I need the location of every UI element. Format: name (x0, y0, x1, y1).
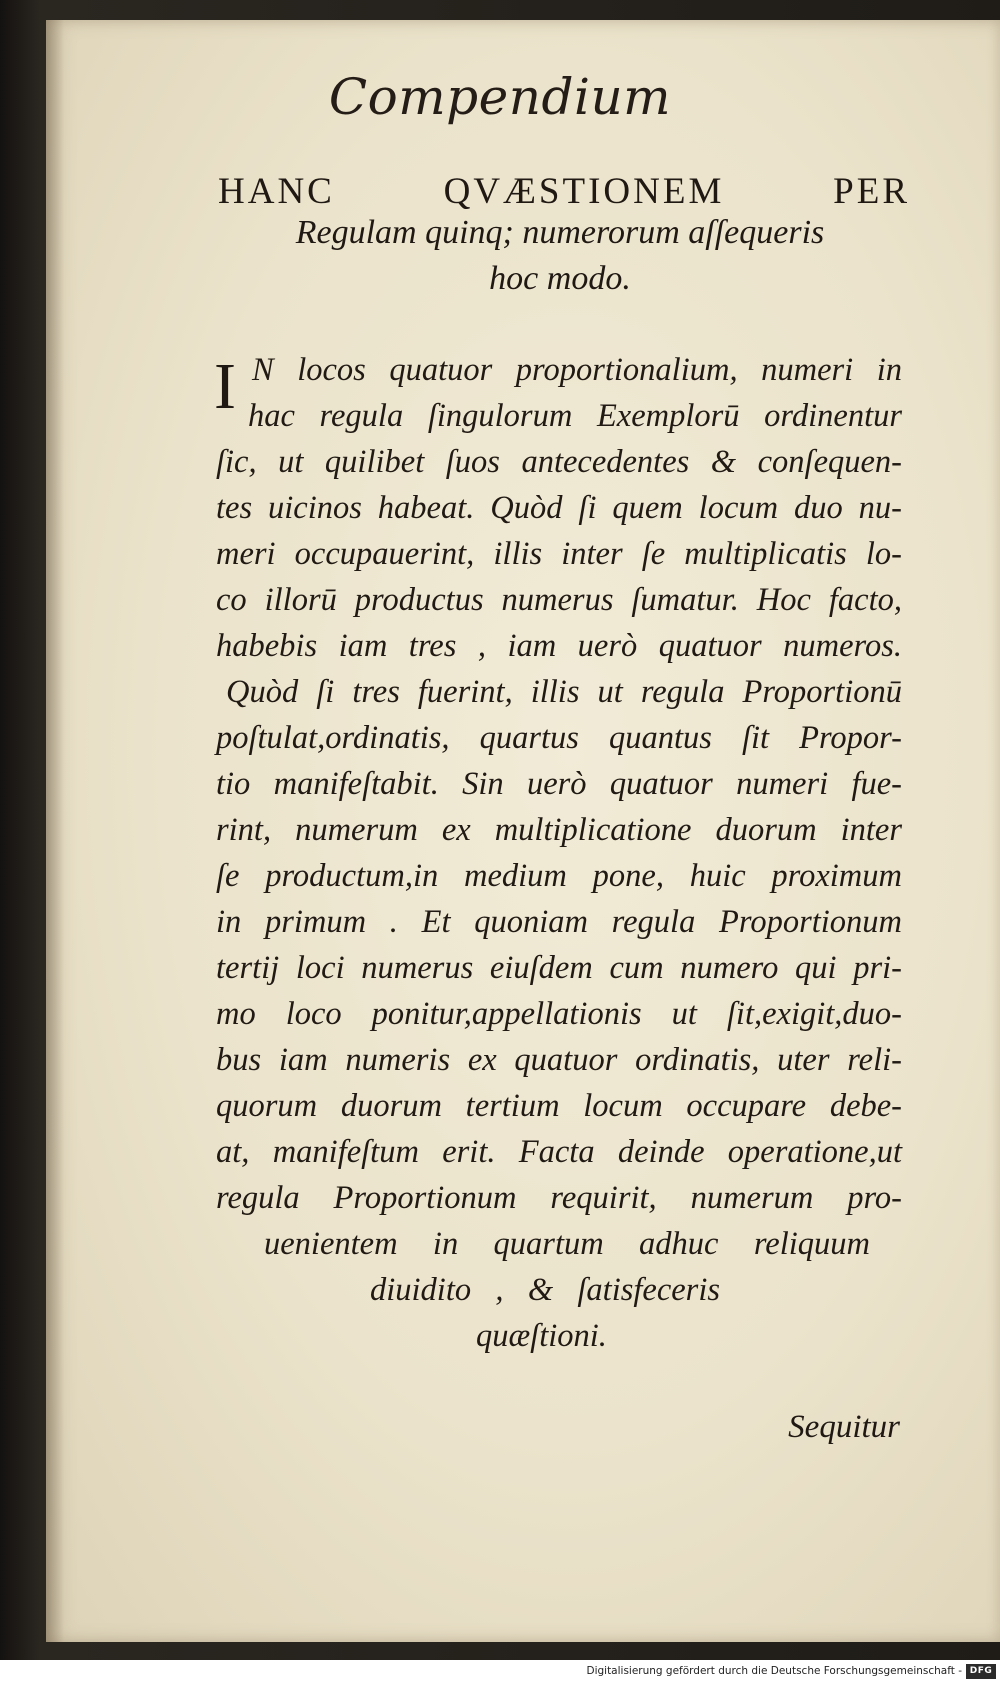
body-line: bus iam numeris ex quatuor ordinatis, uter reli- (216, 1042, 902, 1078)
footer-credit: Digitalisierung gefördert durch die Deutsche Forschungsgemeinschaft - (586, 1665, 962, 1677)
body-line: quorum duorum tertium locum occupare debe- (216, 1088, 902, 1124)
body-line: at, manifeſtum erit. Facta deinde operatione,ut (216, 1134, 902, 1170)
body-line: tertij loci numerus eiuſdem cum numero qui pri- (216, 950, 902, 986)
body-line: quæſtioni. (476, 1318, 607, 1354)
body-line: tes uicinos habeat. Quòd ſi quem locum duo nu- (216, 490, 902, 526)
section-heading-line-1: HANC QVÆSTIONEM PER (218, 171, 910, 212)
body-line: mo loco ponitur,appellationis ut ſit,exigit,duo- (216, 996, 902, 1032)
body-line: habebis iam tres , iam uerò quatuor numeros. (216, 628, 902, 664)
section-heading-line-3: hoc modo. (489, 260, 631, 297)
section-heading-line-2: Regulam quinq; numerorum aſſequeris (295, 214, 825, 251)
body-line: hac regula ſingulorum Exemplorū ordinentur (248, 398, 902, 434)
body-line: N locos quatuor proportionalium, numeri in (252, 352, 902, 388)
body-line: co illorū productus numerus ſumatur. Hoc facto, (216, 582, 902, 618)
body-line: meri occupauerint, illis inter ſe multiplicatis lo- (216, 536, 902, 572)
drop-cap: I (214, 350, 236, 423)
running-head: Compendium (328, 68, 672, 126)
body-line: rint, numerum ex multiplicatione duorum inter (216, 812, 902, 848)
dfg-logo-icon: DFG (966, 1664, 996, 1679)
digitization-footer (0, 1660, 1000, 1685)
body-line: ſic, ut quilibet ſuos antecedentes & conſequen- (216, 444, 902, 480)
body-line: Quòd ſi tres fuerint, illis ut regula Proportionū (226, 674, 902, 710)
body-line: tio manifeſtabit. Sin uerò quatuor numeri fue- (216, 766, 902, 802)
body-line: poſtulat,ordinatis, quartus quantus ſit Propor- (216, 720, 902, 756)
body-line: uenientem in quartum adhuc reliquum (264, 1226, 870, 1262)
body-line: in primum . Et quoniam regula Proportionum (216, 904, 902, 940)
body-line: regula Proportionum requirit, numerum pro- (216, 1180, 902, 1216)
body-line: ſe productum,in medium pone, huic proximum (216, 858, 902, 894)
catchword: Sequitur (788, 1409, 900, 1445)
body-line: diuidito , & ſatisfeceris (370, 1272, 720, 1308)
